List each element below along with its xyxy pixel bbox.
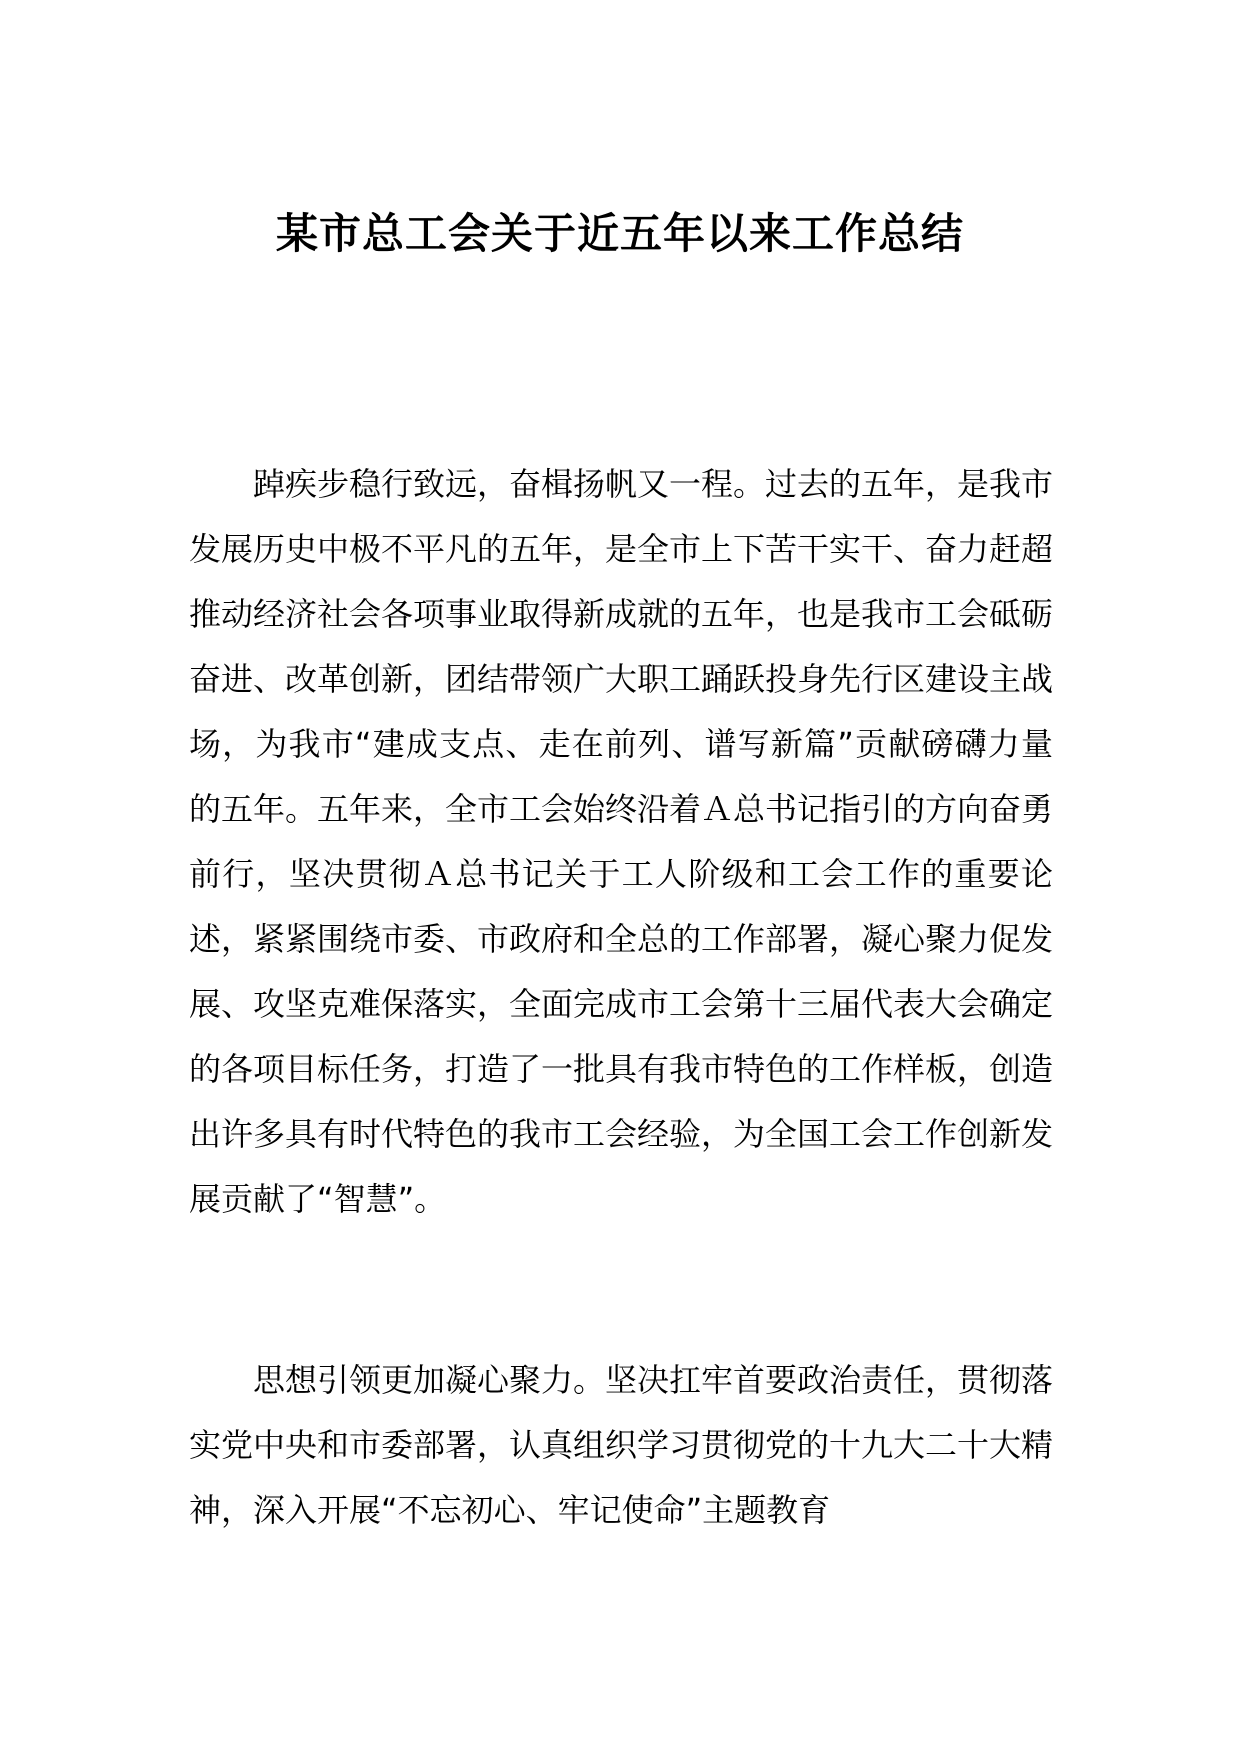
document-title: 某市总工会关于近五年以来工作总结 — [275, 209, 964, 258]
body-paragraph-1: 踔疾步稳行致远，奋楫扬帆又一程。过去的五年，是我市发展历史中极不平凡的五年，是全市上下苦干实干、奋力赶超推动经济社会各项事业取得新成就的五年，也是我市工会砥砺奋进、改革创新，团结带领广大职工踊跃投身先行区建设主战场，为我市“建成支点、走在前列、谱写新篇”贡献磅礴力量的五年。五年来，全市工会始终沿着Ａ总书记指引的方向奋勇前行，坚决贯彻Ａ总书记关于工人阶级和工会工作的重要论述，紧紧围绕市委、市政府和全总的工作部署，凝心聚力促发展、攻坚克难保落实，全面完成市工会第十三届代表大会确定的各项目标任务，打造了一批具有我市特色的工作样板，创造出许多具有时代特色的我市工会经验，为全国工会工作创新发展贡献了“智慧”。 — [189, 465, 1054, 1218]
body-paragraph-2: 思想引领更加凝心聚力。坚决扛牢首要政治责任，贯彻落实党中央和市委部署，认真组织学习贯彻党的十九大二十大精神，深入开展“不忘初心、牢记使命”主题教育 — [189, 1361, 1054, 1529]
